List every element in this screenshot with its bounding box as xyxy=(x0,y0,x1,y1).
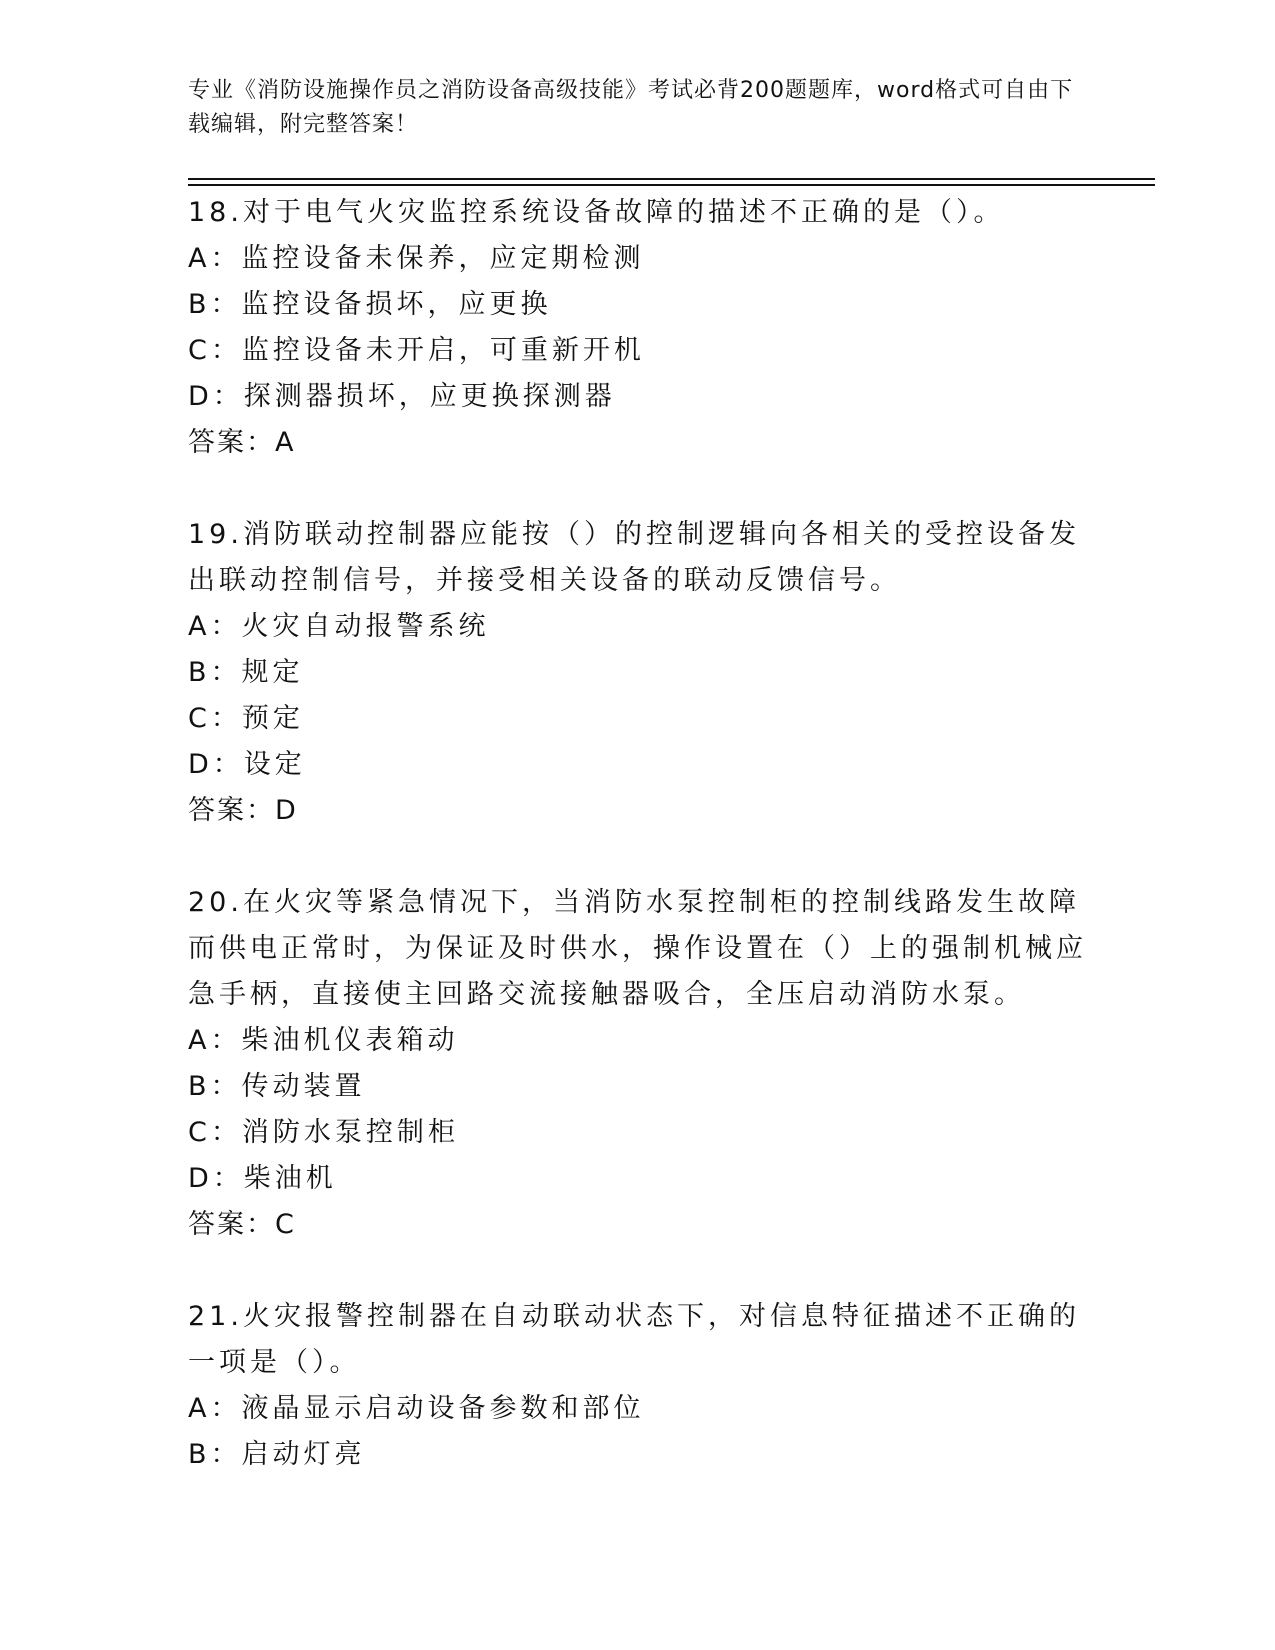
option-d: D：柴油机 xyxy=(188,1163,337,1194)
question-18 xyxy=(188,190,1088,466)
option-d: D：探测器损坏，应更换探测器 xyxy=(188,381,616,412)
question-stem: 18.对于电气火灾监控系统设备故障的描述不正确的是（）。 xyxy=(188,197,1005,228)
option-b: B：监控设备损坏，应更换 xyxy=(188,289,552,320)
option-b: B：启动灯亮 xyxy=(188,1439,366,1470)
option-a: A：火灾自动报警系统 xyxy=(188,611,490,642)
option-a: A：监控设备未保养，应定期检测 xyxy=(188,243,645,274)
option-b: B：传动装置 xyxy=(188,1071,366,1102)
question-19 xyxy=(188,512,1088,834)
question-21 xyxy=(188,1294,1088,1478)
option-c: C：消防水泵控制柜 xyxy=(188,1117,459,1148)
question-stem: 21.火灾报警控制器在自动联动状态下，对信息特征描述不正确的一项是（）。 xyxy=(188,1301,1080,1378)
answer: 答案：D xyxy=(188,795,298,826)
option-b: B：规定 xyxy=(188,657,304,688)
option-a: A：柴油机仪表箱动 xyxy=(188,1025,459,1056)
document-header: 专业《消防设施操作员之消防设备高级技能》考试必背200题题库，word格式可自由下载编辑，附完整答案！ xyxy=(188,78,1074,137)
option-d: D：设定 xyxy=(188,749,306,780)
question-20 xyxy=(188,880,1088,1248)
header-divider-line xyxy=(188,178,1155,180)
question-stem: 19.消防联动控制器应能按（）的控制逻辑向各相关的受控设备发出联动控制信号，并接受相关设备的联动反馈信号。 xyxy=(188,519,1080,596)
header-divider-line-second xyxy=(188,184,1155,186)
answer: 答案：C xyxy=(188,1209,296,1240)
option-c: C：监控设备未开启，可重新开机 xyxy=(188,335,645,366)
answer: 答案：A xyxy=(188,427,296,458)
question-list xyxy=(188,190,1088,1524)
option-a: A：液晶显示启动设备参数和部位 xyxy=(188,1393,645,1424)
option-c: C：预定 xyxy=(188,703,304,734)
question-stem: 20.在火灾等紧急情况下，当消防水泵控制柜的控制线路发生故障而供电正常时，为保证及时供水，操作设置在（）上的强制机械应急手柄，直接使主回路交流接触器吸合，全压启动消防水泵。 xyxy=(188,887,1087,1010)
